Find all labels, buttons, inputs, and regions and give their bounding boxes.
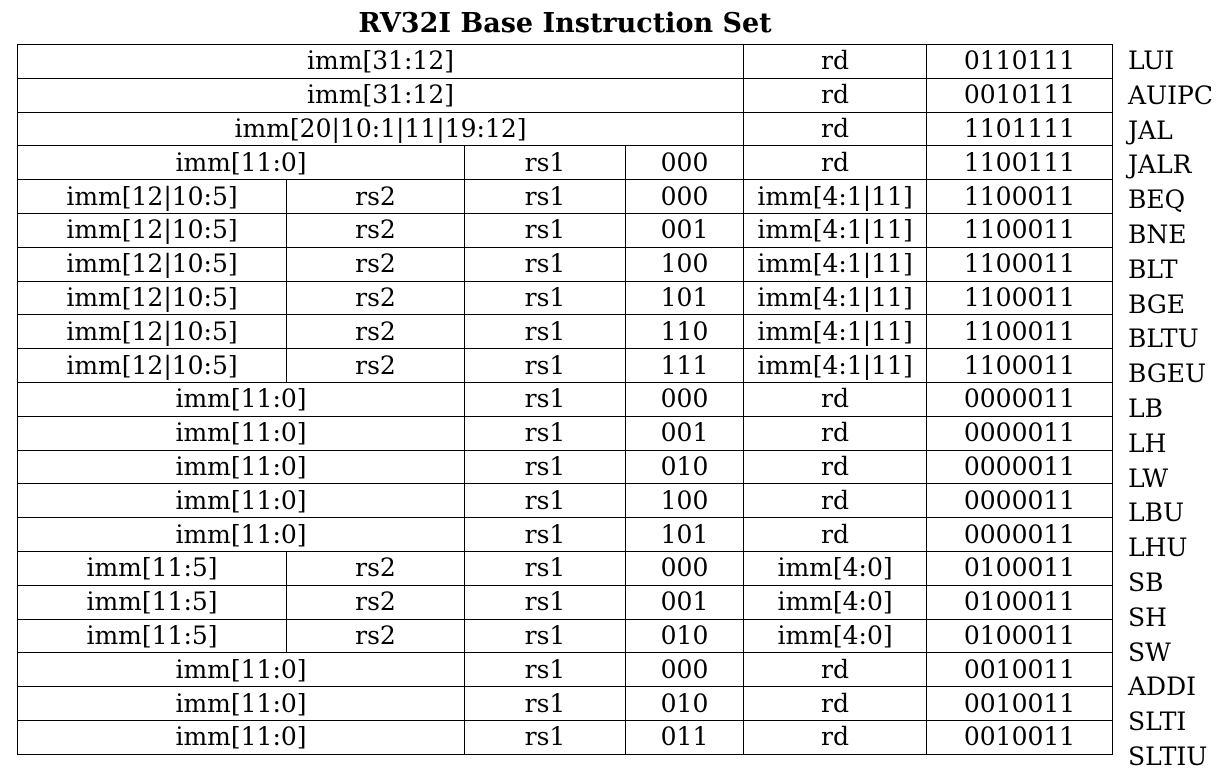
rs2-field: rs2	[287, 180, 465, 214]
imm-hi-field: imm[12|10:5]	[18, 281, 287, 315]
funct3-field: 001	[626, 416, 744, 450]
rs1-field: rs1	[465, 349, 626, 383]
instruction-name: SLTI	[1128, 707, 1187, 737]
table-row	[18, 687, 1113, 721]
imm-hi-field: imm[11:5]	[18, 585, 287, 619]
rd-field: rd	[744, 382, 927, 416]
instruction-name: SLTIU	[1128, 741, 1208, 771]
instruction-name-column	[1128, 44, 1229, 775]
rs1-field: rs1	[465, 213, 626, 247]
opcode-field: 1100011	[927, 315, 1113, 349]
opcode-field: 0100011	[927, 551, 1113, 585]
instruction-name: SB	[1128, 567, 1164, 597]
table-row	[18, 653, 1113, 687]
rs2-field: rs2	[287, 213, 465, 247]
funct3-field: 011	[626, 720, 744, 754]
table-row	[18, 180, 1113, 214]
table-row	[18, 619, 1113, 653]
rs1-field: rs1	[465, 146, 626, 180]
rd-field: rd	[744, 45, 927, 79]
imm-hi-field: imm[11:5]	[18, 551, 287, 585]
opcode-field: 1100111	[927, 146, 1113, 180]
instruction-name: LUI	[1128, 46, 1175, 75]
opcode-field: 0010011	[927, 720, 1113, 754]
instruction-name: BLT	[1128, 254, 1178, 284]
table-row	[18, 315, 1113, 349]
imm-field: imm[31:12]	[18, 78, 744, 112]
rs1-field: rs1	[465, 619, 626, 653]
imm-field: imm[11:0]	[18, 416, 465, 450]
funct3-field: 010	[626, 450, 744, 484]
imm-hi-field: imm[12|10:5]	[18, 180, 287, 214]
imm-hi-field: imm[12|10:5]	[18, 315, 287, 349]
imm-lo-field: imm[4:1|11]	[744, 315, 927, 349]
funct3-field: 101	[626, 281, 744, 315]
opcode-field: 0000011	[927, 416, 1113, 450]
imm-field: imm[20|10:1|11|19:12]	[18, 112, 744, 146]
funct3-field: 111	[626, 349, 744, 383]
rd-field: rd	[744, 416, 927, 450]
rs1-field: rs1	[465, 653, 626, 687]
table-row	[18, 551, 1113, 585]
instruction-name: LH	[1128, 428, 1167, 458]
rs1-field: rs1	[465, 484, 626, 518]
funct3-field: 001	[626, 585, 744, 619]
rd-field: rd	[744, 146, 927, 180]
imm-field: imm[11:0]	[18, 146, 465, 180]
table-row	[18, 720, 1113, 754]
opcode-field: 0000011	[927, 484, 1113, 518]
rd-field: rd	[744, 112, 927, 146]
table-body	[18, 45, 1113, 755]
opcode-field: 1100011	[927, 180, 1113, 214]
opcode-field: 1100011	[927, 281, 1113, 315]
imm-lo-field: imm[4:0]	[744, 551, 927, 585]
instruction-name: LHU	[1128, 533, 1188, 563]
funct3-field: 000	[626, 551, 744, 585]
imm-lo-field: imm[4:0]	[744, 619, 927, 653]
rs1-field: rs1	[465, 450, 626, 484]
instruction-name: SW	[1128, 637, 1171, 667]
rd-field: rd	[744, 484, 927, 518]
rs1-field: rs1	[465, 585, 626, 619]
instruction-name: BNE	[1128, 219, 1187, 249]
table-row	[18, 585, 1113, 619]
rs1-field: rs1	[465, 416, 626, 450]
imm-lo-field: imm[4:1|11]	[744, 247, 927, 281]
table-row	[18, 450, 1113, 484]
imm-field: imm[11:0]	[18, 687, 465, 721]
imm-field: imm[11:0]	[18, 450, 465, 484]
opcode-field: 0000011	[927, 518, 1113, 552]
table-row	[18, 247, 1113, 281]
table-row	[18, 382, 1113, 416]
rs2-field: rs2	[287, 349, 465, 383]
rs2-field: rs2	[287, 315, 465, 349]
rd-field: rd	[744, 653, 927, 687]
imm-field: imm[11:0]	[18, 653, 465, 687]
instruction-name: BLTU	[1128, 324, 1199, 354]
rd-field: rd	[744, 518, 927, 552]
instruction-name: JAL	[1128, 115, 1173, 145]
document-title: RV32I Base Instruction Set	[358, 8, 772, 39]
opcode-field: 0010111	[927, 78, 1113, 112]
funct3-field: 110	[626, 315, 744, 349]
table-row	[18, 78, 1113, 112]
opcode-field: 0000011	[927, 382, 1113, 416]
rd-field: rd	[744, 78, 927, 112]
instruction-name: ADDI	[1128, 672, 1197, 702]
instruction-encoding-table	[17, 44, 1113, 755]
table-row	[18, 518, 1113, 552]
table-row	[18, 416, 1113, 450]
imm-lo-field: imm[4:1|11]	[744, 213, 927, 247]
opcode-field: 0100011	[927, 619, 1113, 653]
rs2-field: rs2	[287, 247, 465, 281]
opcode-field: 1100011	[927, 349, 1113, 383]
opcode-field: 1101111	[927, 112, 1113, 146]
funct3-field: 001	[626, 213, 744, 247]
funct3-field: 000	[626, 382, 744, 416]
rd-field: rd	[744, 687, 927, 721]
instruction-name: BGEU	[1128, 359, 1207, 389]
instruction-name: LB	[1128, 393, 1163, 423]
funct3-field: 010	[626, 619, 744, 653]
opcode-field: 0010011	[927, 653, 1113, 687]
rd-field: rd	[744, 720, 927, 754]
rs1-field: rs1	[465, 180, 626, 214]
table-row	[18, 281, 1113, 315]
opcode-field: 1100011	[927, 247, 1113, 281]
table-row	[18, 213, 1113, 247]
opcode-field: 0110111	[927, 45, 1113, 79]
funct3-field: 100	[626, 484, 744, 518]
rs1-field: rs1	[465, 315, 626, 349]
rs1-field: rs1	[465, 247, 626, 281]
imm-lo-field: imm[4:1|11]	[744, 281, 927, 315]
imm-hi-field: imm[12|10:5]	[18, 349, 287, 383]
rs2-field: rs2	[287, 585, 465, 619]
funct3-field: 000	[626, 180, 744, 214]
imm-lo-field: imm[4:0]	[744, 585, 927, 619]
instruction-name: BEQ	[1128, 185, 1186, 215]
rs1-field: rs1	[465, 382, 626, 416]
imm-hi-field: imm[11:5]	[18, 619, 287, 653]
rs1-field: rs1	[465, 687, 626, 721]
rs2-field: rs2	[287, 551, 465, 585]
imm-field: imm[31:12]	[18, 45, 744, 79]
instruction-name: JALR	[1128, 150, 1192, 180]
rs1-field: rs1	[465, 518, 626, 552]
opcode-field: 0000011	[927, 450, 1113, 484]
funct3-field: 100	[626, 247, 744, 281]
imm-field: imm[11:0]	[18, 720, 465, 754]
imm-lo-field: imm[4:1|11]	[744, 349, 927, 383]
table-row	[18, 45, 1113, 79]
rs2-field: rs2	[287, 281, 465, 315]
funct3-field: 000	[626, 146, 744, 180]
imm-hi-field: imm[12|10:5]	[18, 247, 287, 281]
opcode-field: 0010011	[927, 687, 1113, 721]
instruction-name: AUIPC	[1128, 80, 1213, 110]
imm-field: imm[11:0]	[18, 518, 465, 552]
instruction-name: LW	[1128, 463, 1169, 493]
rs2-field: rs2	[287, 619, 465, 653]
imm-field: imm[11:0]	[18, 484, 465, 518]
funct3-field: 010	[626, 687, 744, 721]
funct3-field: 000	[626, 653, 744, 687]
rs1-field: rs1	[465, 720, 626, 754]
opcode-field: 1100011	[927, 213, 1113, 247]
table-row	[18, 146, 1113, 180]
instruction-name: LBU	[1128, 498, 1185, 528]
rs1-field: rs1	[465, 551, 626, 585]
opcode-field: 0100011	[927, 585, 1113, 619]
table-row	[18, 349, 1113, 383]
instruction-name: SH	[1128, 602, 1167, 632]
rs1-field: rs1	[465, 281, 626, 315]
imm-lo-field: imm[4:1|11]	[744, 180, 927, 214]
imm-field: imm[11:0]	[18, 382, 465, 416]
table-row	[18, 112, 1113, 146]
funct3-field: 101	[626, 518, 744, 552]
instruction-name: BGE	[1128, 289, 1186, 319]
imm-hi-field: imm[12|10:5]	[18, 213, 287, 247]
rd-field: rd	[744, 450, 927, 484]
table-row	[18, 484, 1113, 518]
